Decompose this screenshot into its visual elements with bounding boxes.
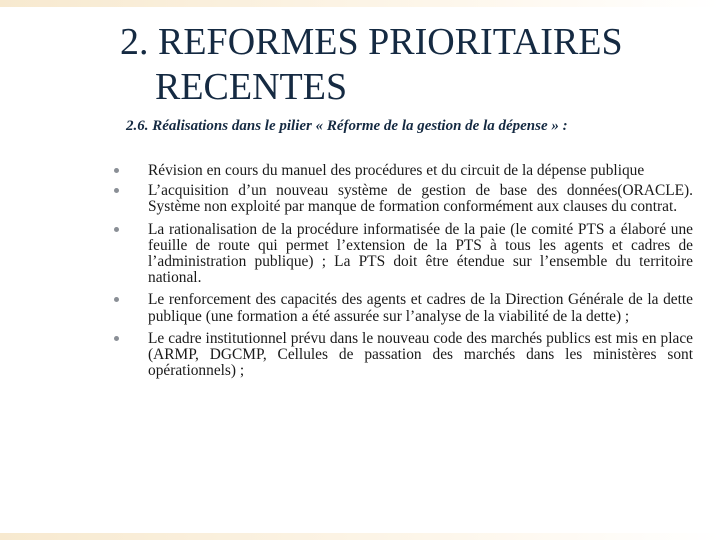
bullet-icon xyxy=(114,168,119,173)
bullet-item xyxy=(128,163,693,179)
slide-subtitle: 2.6. Réalisations dans le pilier « Réforme de la gestion de la dépense » : xyxy=(126,118,568,134)
bullet-text: Révision en cours du manuel des procédures et du circuit de la dépense publique xyxy=(148,162,645,179)
title-line-1: 2. REFORMES PRIORITAIRES xyxy=(120,21,623,63)
bullet-item xyxy=(128,222,693,287)
bottom-accent-band xyxy=(0,533,720,540)
bullet-icon xyxy=(114,227,119,232)
bullet-icon xyxy=(114,297,119,302)
bullet-list xyxy=(128,163,693,379)
slide-title xyxy=(120,20,700,110)
bullet-item xyxy=(128,183,693,215)
top-accent-band xyxy=(0,0,720,7)
bullet-text: L’acquisition d’un nouveau système de gestion de base des données(ORACLE). Système non exploité par manque de formation conformément aux clauses du contrat. xyxy=(148,182,693,216)
bullet-icon xyxy=(114,336,119,341)
bullet-text: La rationalisation de la procédure informatisée de la paie (le comité PTS a élaboré une feuille de route qui permet l’extension de la PTS à tous les agents et cadres de l’administration publique) ; La PTS doit être étendue sur l’ensemble du territoire national. xyxy=(148,220,693,287)
bullet-text: Le cadre institutionnel prévu dans le nouveau code des marchés publics est mis en place (ARMP, DGCMP, Cellules de passation des marchés dans les ministères sont opérationnels) ; xyxy=(148,329,693,380)
bullet-text: Le renforcement des capacités des agents et cadres de la Direction Générale de la dette publique (une formation a été assurée sur l’analyse de la viabilité de la dette) ; xyxy=(148,291,693,325)
bullet-item xyxy=(128,331,693,380)
title-line-2: RECENTES xyxy=(155,66,348,108)
bullet-icon xyxy=(114,188,119,193)
bullet-item xyxy=(128,292,693,324)
